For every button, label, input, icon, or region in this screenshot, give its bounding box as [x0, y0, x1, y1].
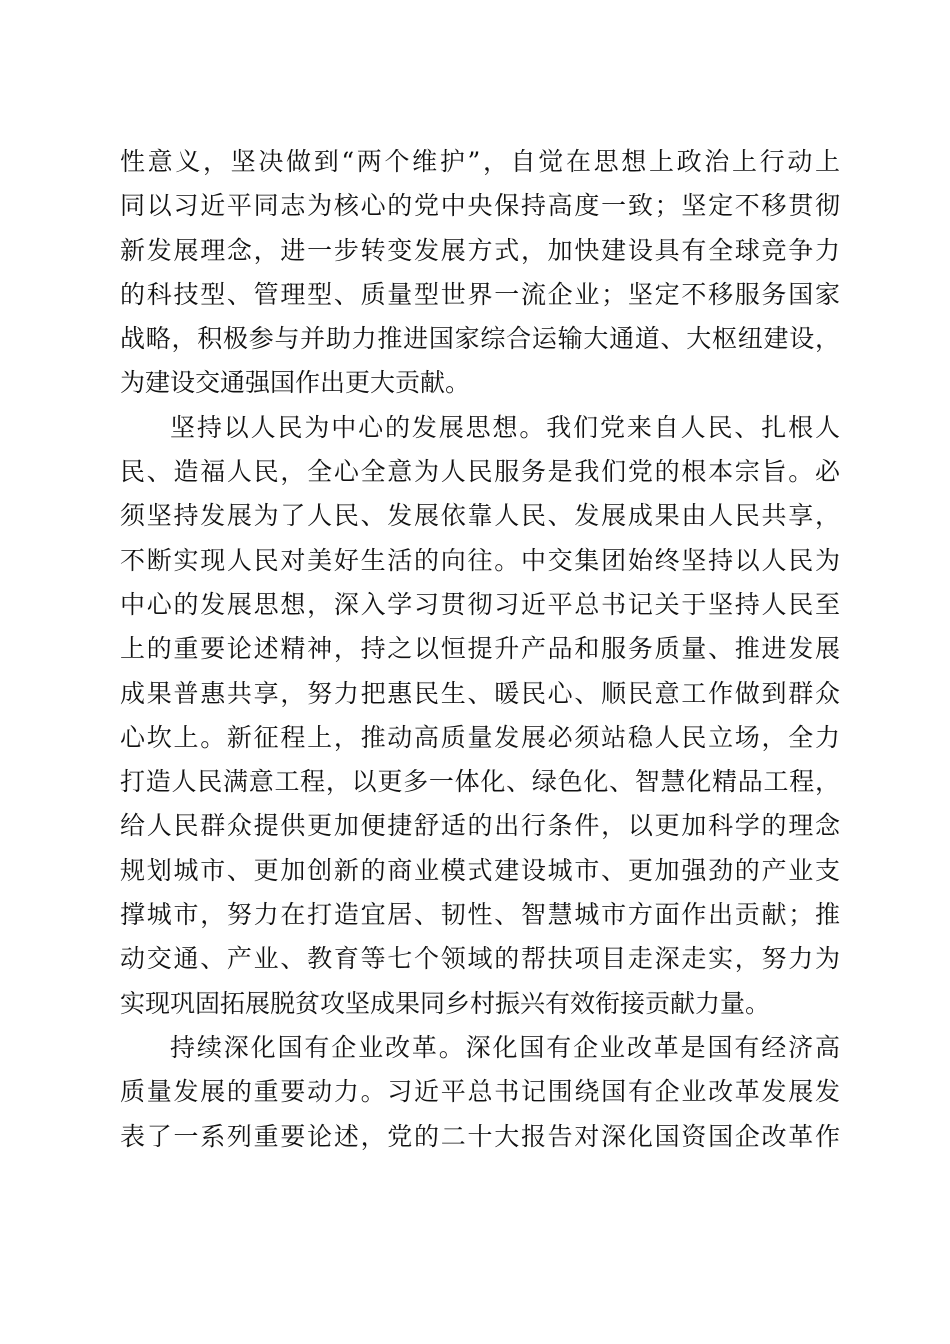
- text-line: 给人民群众提供更加便捷舒适的出行条件，以更加科学的理念: [120, 811, 840, 841]
- text-line: 战略，积极参与并助力推进国家综合运输大通道、大枢纽建设，: [120, 324, 840, 354]
- text-line: 规划城市、更加创新的商业模式建设城市、更加强劲的产业支: [120, 855, 840, 885]
- text-line: 为建设交通强国作出更大贡献。: [120, 368, 471, 398]
- text-line: 动交通、产业、教育等七个领域的帮扶项目走深走实，努力为: [120, 944, 840, 974]
- text-line: 的科技型、管理型、质量型世界一流企业；坚定不移服务国家: [120, 279, 840, 309]
- text-line: 心坎上。新征程上，推动高质量发展必须站稳人民立场，全力: [120, 722, 840, 752]
- text-line: 中心的发展思想，深入学习贯彻习近平总书记关于坚持人民至: [120, 589, 840, 619]
- text-line: 同以习近平同志为核心的党中央保持高度一致；坚定不移贯彻: [120, 191, 840, 221]
- text-line: 成果普惠共享，努力把惠民生、暖民心、顺民意工作做到群众: [120, 678, 840, 708]
- text-line: 实现巩固拓展脱贫攻坚成果同乡村振兴有效衔接贡献力量。: [120, 988, 771, 1018]
- paragraph-heading-line: 持续深化国有企业改革。深化国有企业改革是国有经济高: [170, 1032, 840, 1062]
- text-line: 民、造福人民，全心全意为人民服务是我们党的根本宗旨。必: [120, 457, 840, 487]
- text-line: 性意义，坚决做到“两个维护”，自觉在思想上政治上行动上: [120, 147, 840, 176]
- paragraph-heading-line: 坚持以人民为中心的发展思想。我们党来自人民、扎根人: [170, 412, 840, 442]
- text-line: 撑城市，努力在打造宜居、韧性、智慧城市方面作出贡献；推: [120, 900, 840, 930]
- text-line: 质量发展的重要动力。习近平总书记围绕国有企业改革发展发: [120, 1077, 840, 1107]
- text-line: 表了一系列重要论述，党的二十大报告对深化国资国企改革作: [120, 1121, 840, 1151]
- text-line: 打造人民满意工程，以更多一体化、绿色化、智慧化精品工程，: [120, 767, 840, 797]
- text-line: 不断实现人民对美好生活的向往。中交集团始终坚持以人民为: [120, 545, 840, 575]
- text-line: 新发展理念，进一步转变发展方式，加快建设具有全球竞争力: [120, 235, 840, 265]
- text-line: 须坚持发展为了人民、发展依靠人民、发展成果由人民共享，: [120, 501, 840, 531]
- text-line: 上的重要论述精神，持之以恒提升产品和服务质量、推进发展: [120, 634, 840, 664]
- body-text: [120, 140, 840, 1159]
